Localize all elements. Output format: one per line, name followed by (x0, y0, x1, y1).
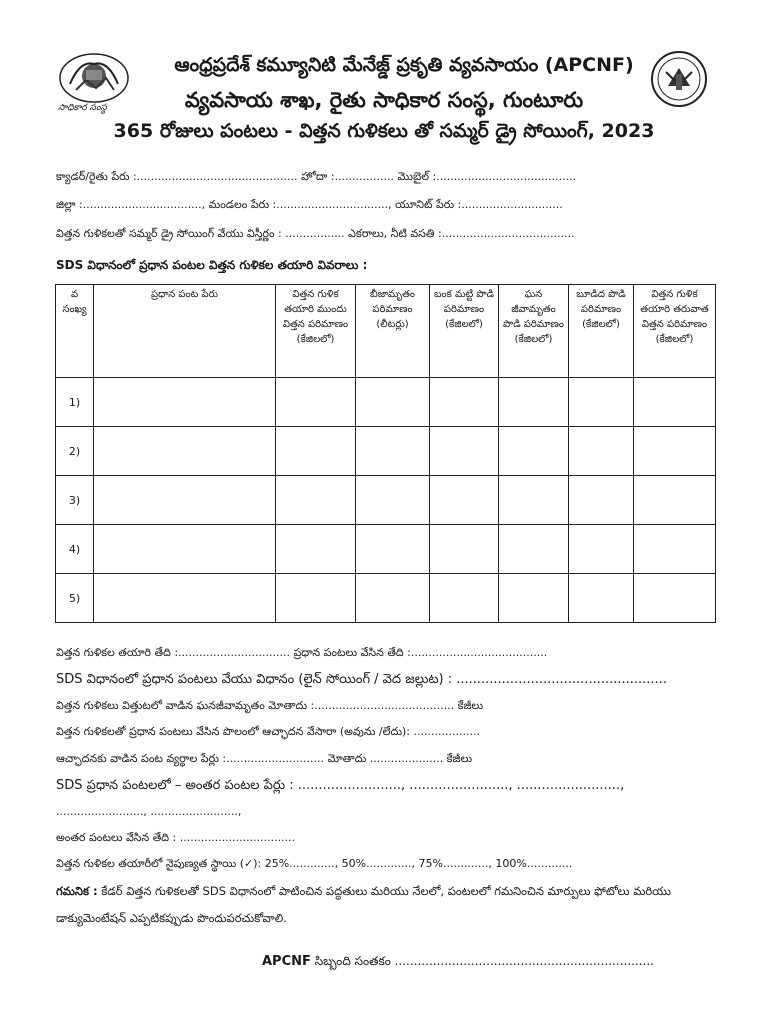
row-number: 1) (56, 378, 94, 427)
table-cell[interactable] (430, 525, 499, 574)
table-cell[interactable] (356, 574, 430, 623)
table-cell[interactable] (634, 574, 716, 623)
field-ghana-dosage[interactable]: విత్తన గుళికలు విత్తుటలో వాడిన ఘనజీవామృతం మోతాదు :........................................ కేజీలు (56, 699, 484, 712)
signature-line[interactable] (262, 954, 654, 971)
table-cell[interactable] (356, 476, 430, 525)
col-header-ash-powder: బూడిద పొడి పరిమాణం (కేజిలలో) (569, 285, 634, 378)
table-cell[interactable] (276, 427, 356, 476)
field-skill-level[interactable]: విత్తన గుళికల తయారీలో నైపుణ్యత స్థాయి (✓): 25%............., 50%............., 75%............., 100%............. (56, 857, 573, 870)
table-cell[interactable] (569, 378, 634, 427)
table-cell[interactable] (569, 427, 634, 476)
table-cell[interactable] (356, 427, 430, 476)
field-intercrops-cont[interactable]: ........................., ........................., (56, 805, 242, 818)
table-cell[interactable] (499, 525, 569, 574)
col-header-beejamrutham: బీజామృతం పరిమాణం (లీటర్లు) (356, 285, 430, 378)
table-cell[interactable] (276, 574, 356, 623)
field-intercrop-date[interactable]: అంతర పంటలు వేసిన తేది : ................................. (56, 831, 296, 844)
col-header-clay-powder: బంక మట్టి పొడి పరిమాణం (కేజిలలో) (430, 285, 499, 378)
table-cell[interactable] (499, 378, 569, 427)
seed-pellet-table (55, 284, 716, 623)
table-cell[interactable] (94, 574, 276, 623)
header-title-line2: వ్యవసాయ శాఖ, రైతు సాధికార సంస్థ, గుంటూరు (184, 88, 584, 112)
table-cell[interactable] (430, 378, 499, 427)
row-number: 3) (56, 476, 94, 525)
table-cell[interactable] (276, 525, 356, 574)
field-mulch-residues[interactable]: ఆచ్ఛాదనకు వాడిన పంట వ్యర్థాల పేర్లు :............................ మోతాదు ..................... కేజీలు (56, 752, 473, 765)
note-label: గమనిక : (56, 884, 98, 898)
note-text: కేడర్ విత్తన గుళికలతో SDS విధానంలో పాటించిన పద్ధతులు మరియు నేలలో, పంటలలో గమనించిన మార్పులు ఫోటోలు మరియు డాక్యుమెంటేషన్ ఎప్పటికప్పుడు పొందుపరచుకోవాలి. (56, 884, 671, 925)
table-cell[interactable] (569, 574, 634, 623)
table-cell[interactable] (94, 525, 276, 574)
table-cell[interactable] (430, 476, 499, 525)
table-cell[interactable] (634, 427, 716, 476)
table-title: SDS విధానంలో ప్రధాన పంటల విత్తన గుళికల తయారి వివరాలు : (56, 258, 368, 272)
field-row-area[interactable]: విత్తన గుళికలతో సమ్మర్ డ్రై సోయింగ్ వేయు విస్తీర్ణం : ................. ఎకరాలు, నీటి వసతి :...................................... (56, 227, 575, 240)
field-intercrops[interactable]: SDS ప్రధాన పంటలలో – అంతర పంటల పేర్లు : ........................., ........................, ........................., (56, 778, 625, 793)
table-cell[interactable] (356, 378, 430, 427)
table-row (56, 574, 716, 623)
table-cell[interactable] (569, 525, 634, 574)
field-pellet-date[interactable]: విత్తన గుళికల తయారి తేది :................................ ప్రధాన పంటలు వేసిన తేది :....................................... (56, 646, 548, 659)
note-paragraph (56, 878, 716, 932)
table-cell[interactable] (94, 476, 276, 525)
table-cell[interactable] (634, 525, 716, 574)
field-row-cadre-name[interactable]: క్యాడర్/రైతు పేరు :.............................................. హోదా :................. మొబైల్ :........................................ (56, 170, 577, 183)
table-cell[interactable] (499, 476, 569, 525)
col-header-ghana-jeevamrutham: ఘన జీవామృతం పొడి పరిమాణం (కేజిలలో) (499, 285, 569, 378)
col-header-crop-name: ప్రధాన పంట పేరు (94, 285, 276, 378)
table-cell[interactable] (499, 574, 569, 623)
table-cell[interactable] (634, 476, 716, 525)
header-title-line1: ఆంధ్రప్రదేశ్ కమ్యూనిటి మేనేజ్డ్ ప్రకృతి వ్యవసాయం (APCNF) (174, 54, 634, 76)
table-cell[interactable] (430, 574, 499, 623)
col-header-seed-after: విత్తన గుళిక తయారి తరువాత విత్తన పరిమాణం (కేజిలలో) (634, 285, 716, 378)
signature-text: సిబ్బంది సంతకం .................................................................... (310, 954, 654, 968)
table-cell[interactable] (356, 525, 430, 574)
row-number: 4) (56, 525, 94, 574)
table-row (56, 476, 716, 525)
table-row (56, 525, 716, 574)
field-row-district[interactable]: జిల్లా :.................................., మండలం పేరు :................................, యూనిట్ పేరు :............................. (56, 198, 563, 211)
row-number: 5) (56, 574, 94, 623)
col-header-seed-before: విత్తన గుళిక తయారి ముందు విత్తన పరిమాణం (కేజిలలో) (276, 285, 356, 378)
table-cell[interactable] (634, 378, 716, 427)
table-cell[interactable] (569, 476, 634, 525)
table-cell[interactable] (94, 378, 276, 427)
table-cell[interactable] (276, 476, 356, 525)
row-number: 2) (56, 427, 94, 476)
table-cell[interactable] (94, 427, 276, 476)
field-sowing-method[interactable]: SDS విధానంలో ప్రధాన పంటలు వేయు విధానం (లైన్ సోయింగ్ / వెద జల్లుట) : ................................................... (56, 672, 667, 687)
col-header-serial: వ సంఖ్య (56, 285, 94, 378)
table-row (56, 378, 716, 427)
table-cell[interactable] (276, 378, 356, 427)
table-cell[interactable] (499, 427, 569, 476)
field-mulching[interactable]: విత్తన గుళికలతో ప్రధాన పంటలు వేసిన పొలంలో ఆచ్ఛాదన వేసారా (అవును /లేదు): ................... (56, 725, 480, 738)
signature-label: APCNF (262, 954, 311, 969)
header-title-line3: 365 రోజులు పంటలు - విత్తన గుళికలు తో సమ్మర్ డ్రై సోయింగ్, 2023 (113, 120, 655, 142)
logo-left-caption: సాధికార సంస్థ (58, 103, 107, 113)
table-row (56, 427, 716, 476)
table-cell[interactable] (430, 427, 499, 476)
